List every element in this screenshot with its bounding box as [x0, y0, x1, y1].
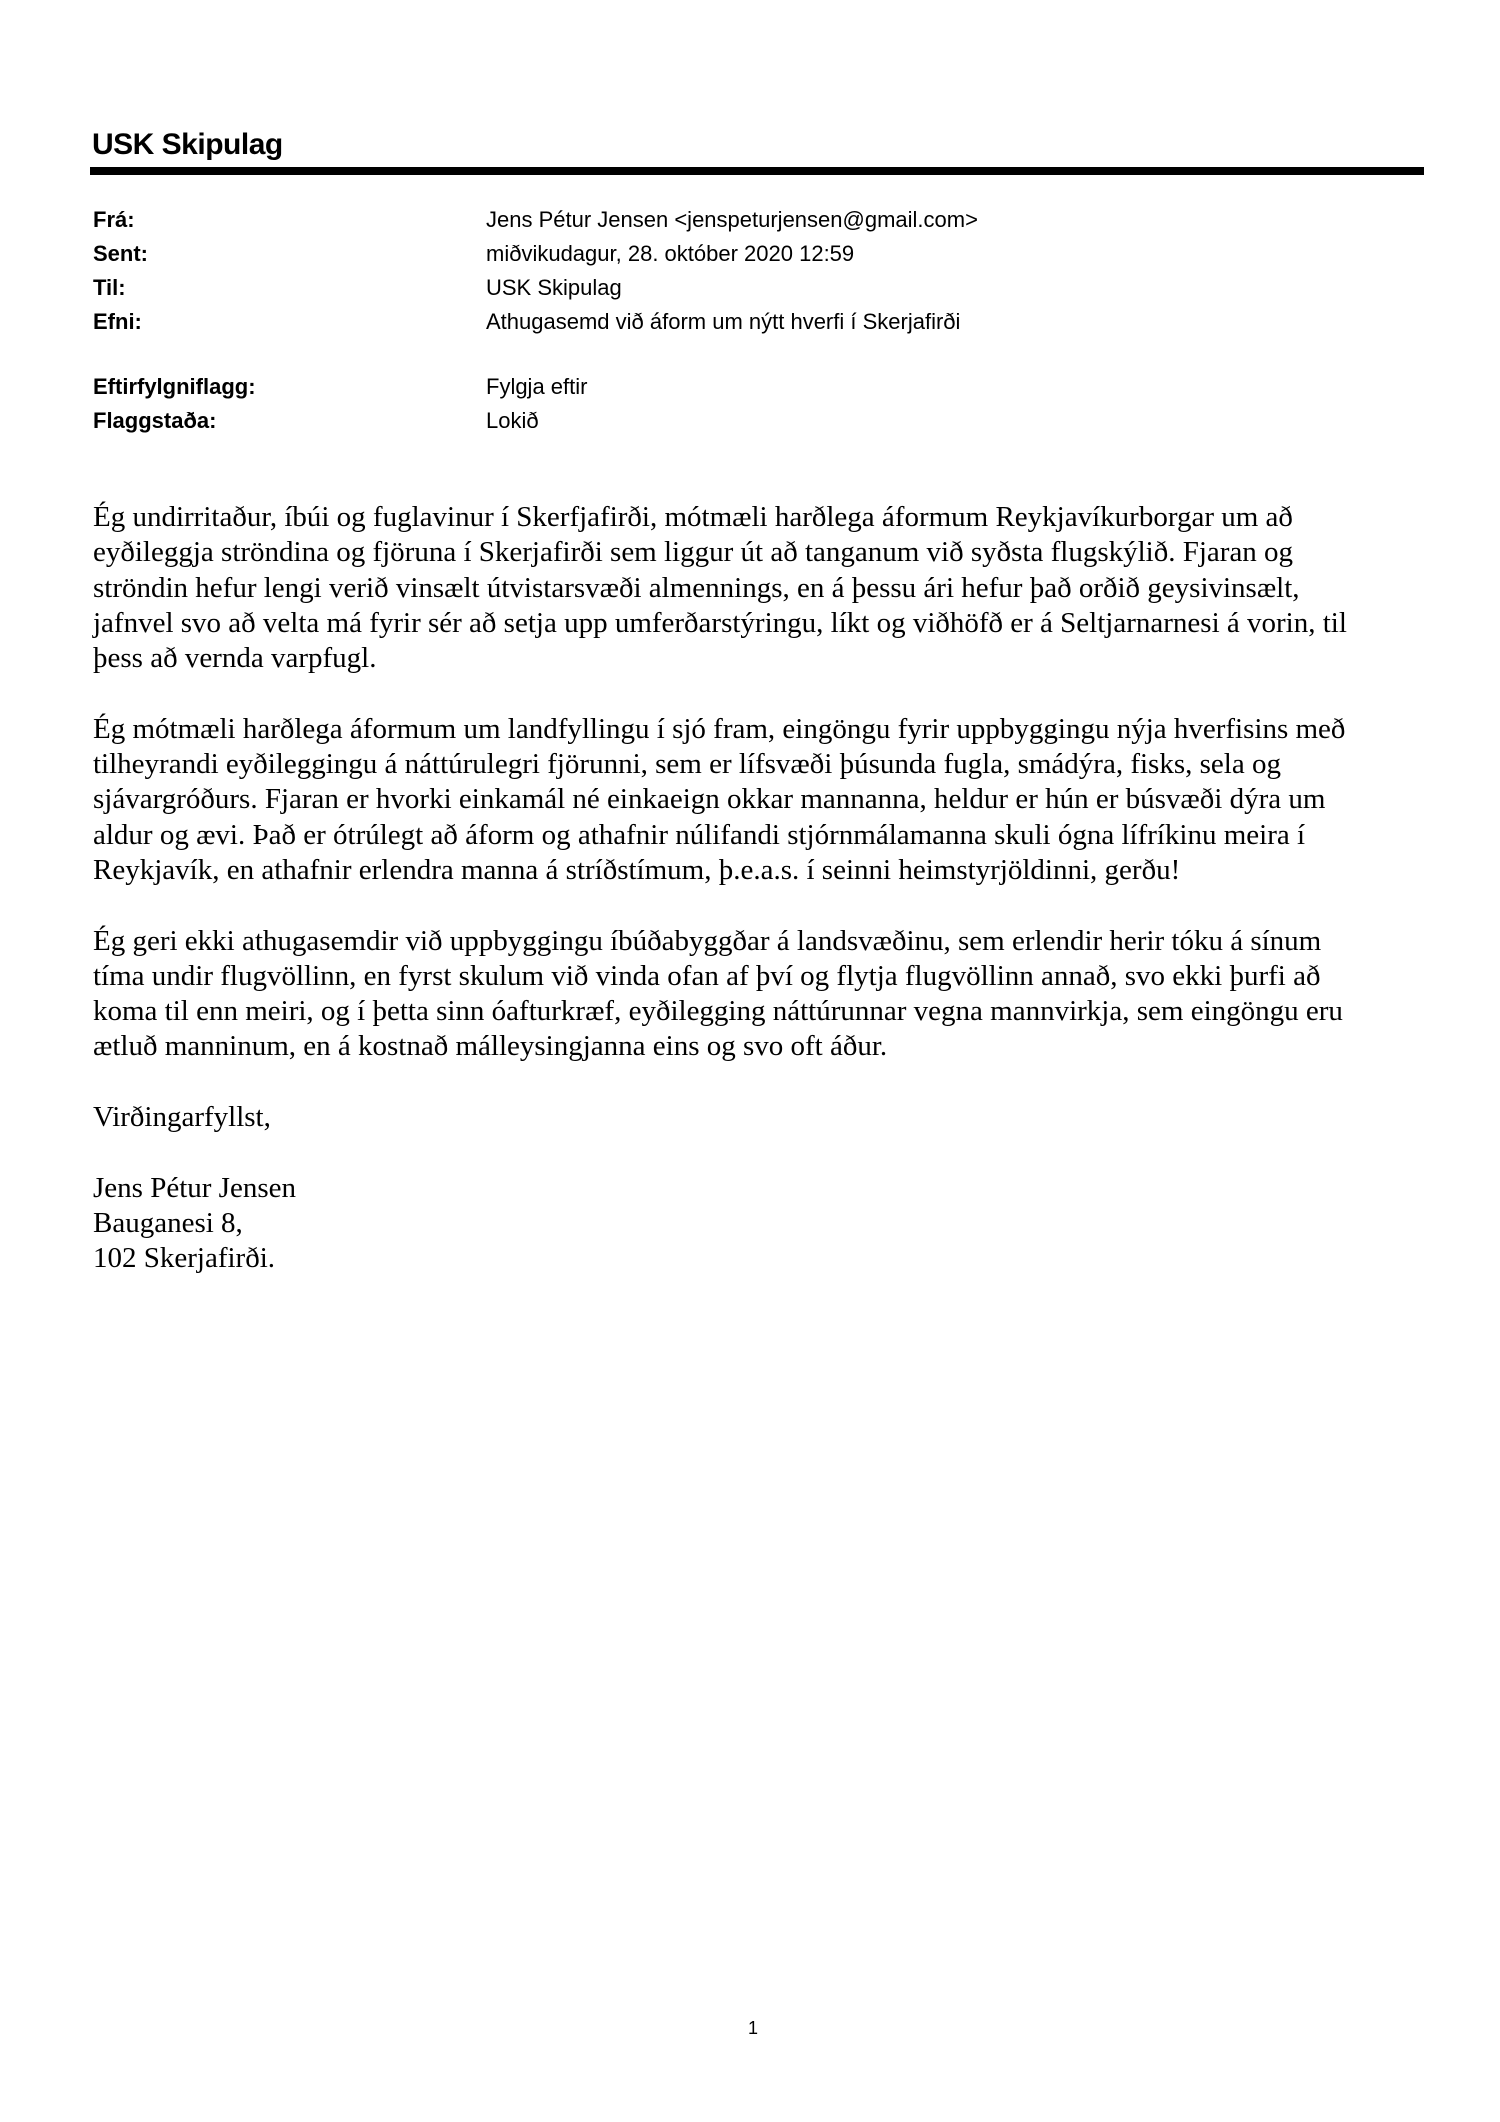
text-line: Bauganesi 8,	[93, 1206, 243, 1239]
subject-value: Athugasemd við áform um nýtt hverfi í Skerjafirði	[486, 309, 961, 334]
flag-status-label: Flaggstaða:	[93, 408, 217, 433]
text-line: koma til enn meiri, og í þetta sinn óafturkræf, eyðilegging náttúrunnar vegna mannvirkja, sem eingöngu eru	[93, 995, 1343, 1028]
subject-label: Efni:	[93, 309, 142, 334]
text-line: Ég geri ekki athugasemdir við uppbyggingu íbúðabyggðar á landsvæðinu, sem erlendir herir tóku á sínum	[93, 924, 1322, 957]
paragraph-landfill	[93, 712, 1347, 888]
text-line: 102 Skerjafirði.	[93, 1242, 276, 1275]
from-label: Frá:	[93, 207, 135, 232]
text-line: ströndin hefur lengi verið vinsælt útvistarsvæði almennings, en á þessu ári hefur það orðið geysivinsælt,	[93, 571, 1300, 604]
header-row-from	[93, 203, 978, 237]
from-value: Jens Pétur Jensen <jenspeturjensen@gmail.com>	[486, 207, 978, 232]
page-title: USK Skipulag	[92, 128, 283, 161]
header-row-sent	[93, 237, 978, 271]
email-body	[93, 500, 1347, 1312]
text-line: Reykjavík, en athafnir erlendra manna á stríðstímum, þ.e.a.s. í seinni heimstyrjöldinni, gerðu!	[93, 853, 1181, 886]
text-line: ætluð manninum, en á kostnað málleysingjanna eins og svo oft áður.	[93, 1030, 888, 1063]
to-value: USK Skipulag	[486, 275, 622, 300]
sent-value: miðvikudagur, 28. október 2020 12:59	[486, 241, 855, 266]
flag-header	[93, 370, 587, 438]
text-line: aldur og ævi. Það er ótrúlegt að áform og athafnir núlifandi stjórnmálamanna skuli ógna lífríkinu meira í	[93, 818, 1306, 851]
title-divider	[90, 167, 1424, 175]
email-header	[93, 203, 978, 339]
text-line: Ég undirritaður, íbúi og fuglavinur í Skerfjafirði, mótmæli harðlega áformum Reykjavíkurborgar um að	[93, 501, 1293, 533]
sent-label: Sent:	[93, 241, 148, 266]
text-line: Ég mótmæli harðlega áformum um landfyllingu í sjó fram, eingöngu fyrir uppbyggingu nýja hverfisins með	[93, 712, 1346, 745]
page-number: 1	[748, 2018, 759, 2038]
header-row-to	[93, 271, 978, 305]
to-label: Til:	[93, 275, 126, 300]
paragraph-airport	[93, 924, 1347, 1065]
paragraph-objection	[93, 500, 1347, 676]
text-line: sjávargróðurs. Fjaran er hvorki einkamál né einkaeign okkar mannanna, heldur er hún er búsvæði dýra um	[93, 783, 1326, 816]
flag-row-status	[93, 404, 587, 438]
followup-flag-label: Eftirfylgniflagg:	[93, 374, 256, 399]
flag-row-followup	[93, 370, 587, 404]
signature	[93, 1171, 1347, 1277]
text-line: jafnvel svo að velta má fyrir sér að setja upp umferðarstýringu, líkt og viðhöfð er á Seltjarnarnesi á vorin, til	[93, 606, 1347, 639]
header-row-subject	[93, 305, 978, 339]
text-line: Jens Pétur Jensen	[93, 1171, 296, 1204]
text-line: tíma undir flugvöllinn, en fyrst skulum við vinda ofan af því og flytja flugvöllinn annað, svo ekki þurfi að	[93, 959, 1321, 992]
text-line: tilheyrandi eyðileggingu á náttúrulegri fjörunni, sem er lífsvæði þúsunda fugla, smádýra, fisks, sela og	[93, 748, 1281, 781]
followup-flag-value: Fylgja eftir	[486, 374, 588, 399]
text-line: eyðileggja ströndina og fjöruna í Skerjafirði sem liggur út að tanganum við syðsta flugskýlið. Fjaran og	[93, 536, 1294, 569]
text-line: þess að vernda varpfugl.	[93, 642, 377, 675]
flag-status-value: Lokið	[486, 408, 539, 433]
closing	[93, 1100, 1347, 1135]
text-line: Virðingarfyllst,	[93, 1101, 271, 1134]
